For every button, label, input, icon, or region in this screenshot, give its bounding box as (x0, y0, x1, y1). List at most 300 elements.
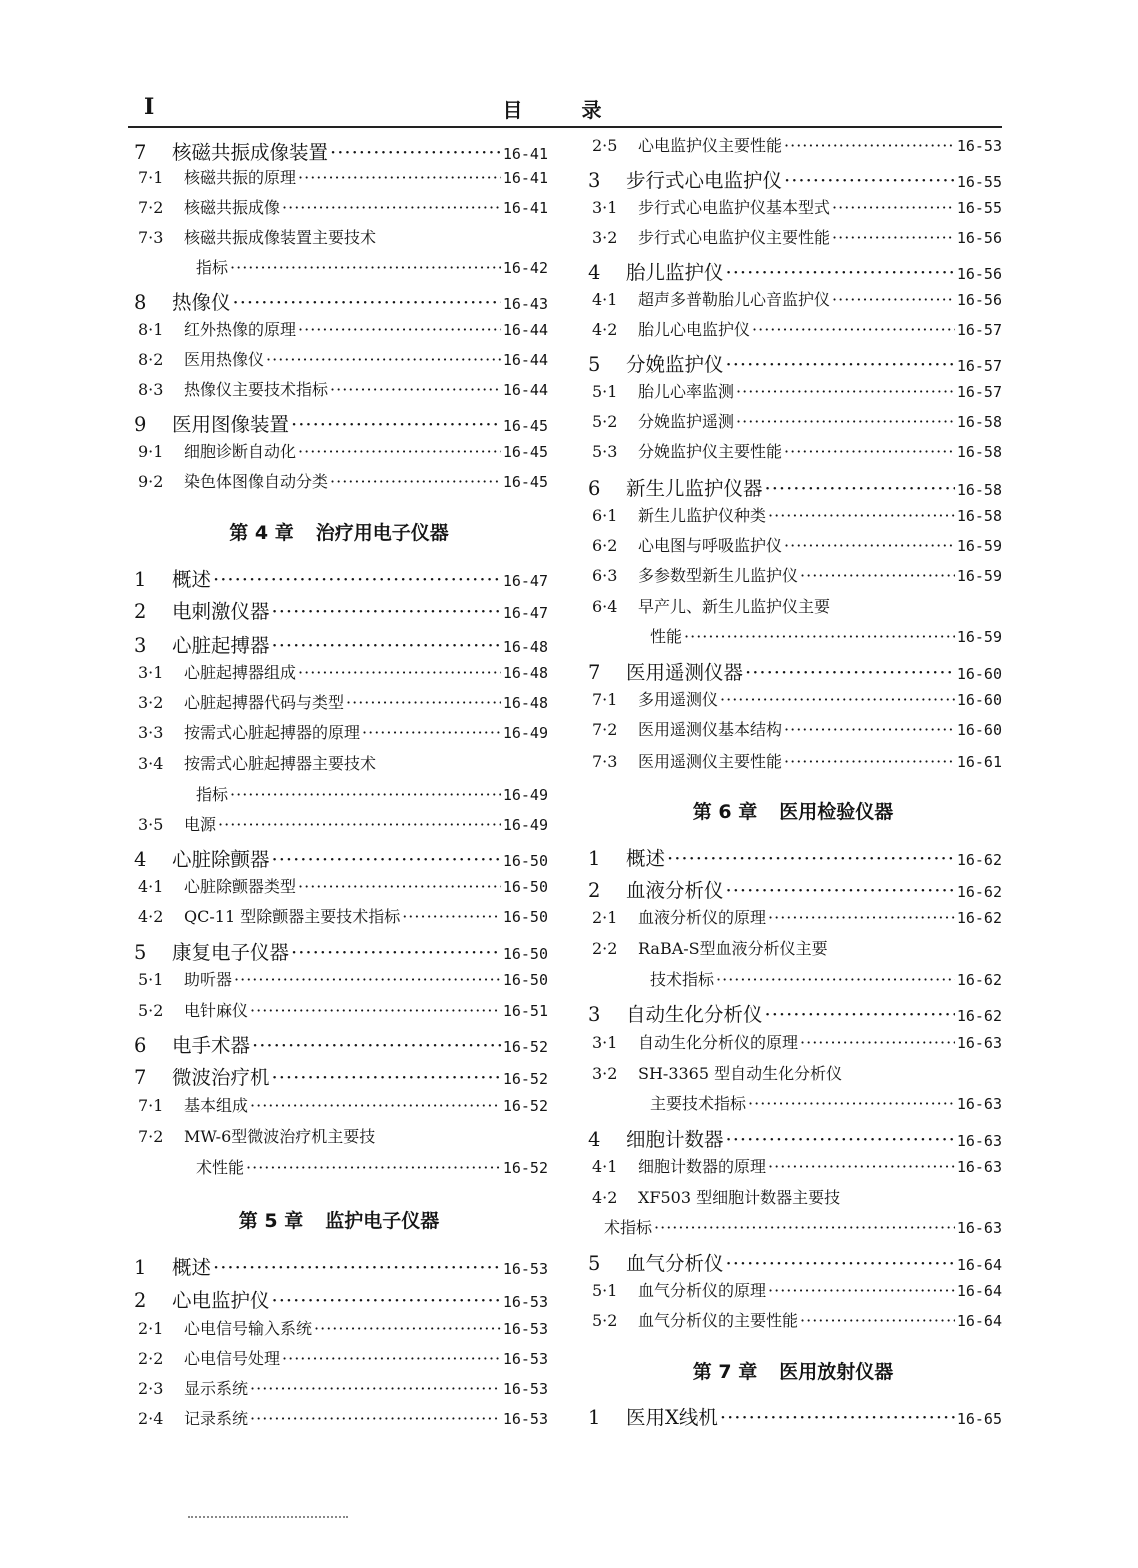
toc-section-entry[interactable] (588, 1248, 1002, 1276)
toc-subsection-entry[interactable] (592, 687, 1002, 710)
dot-leader (720, 690, 955, 709)
dot-leader (218, 815, 501, 834)
toc-subsection-entry[interactable] (592, 936, 1002, 959)
toc-number: 5·1 (592, 1281, 618, 1300)
toc-title: 按需式心脏起搏器主要技术 (184, 754, 377, 773)
toc-page-number: 16-51 (502, 1002, 548, 1020)
toc-number: 2·1 (138, 1319, 164, 1338)
dot-leader (716, 970, 955, 989)
toc-subsection-entry[interactable] (138, 377, 548, 400)
toc-section-entry[interactable] (134, 844, 548, 872)
dot-leader (291, 413, 501, 436)
dot-leader (800, 566, 955, 585)
toc-number: 1 (588, 1406, 601, 1429)
toc-page-number: 16-63 (956, 1158, 1002, 1176)
toc-number: 7·2 (138, 1127, 164, 1146)
toc-subsection-entry[interactable] (138, 1316, 548, 1339)
toc-title: 指标 (196, 258, 229, 277)
toc-number: 2·5 (592, 136, 618, 155)
toc-subsection-entry[interactable] (592, 1061, 1002, 1084)
dot-leader (298, 877, 501, 896)
toc-section-entry[interactable] (588, 165, 1002, 193)
toc-subsection-entry[interactable] (592, 563, 1002, 586)
toc-number: 6·4 (592, 597, 618, 616)
toc-title: 概述 (626, 847, 666, 870)
toc-page-number: 16-63 (956, 1219, 1002, 1237)
dot-leader (768, 908, 955, 927)
toc-title: 染色体图像自动分类 (184, 472, 329, 491)
toc-title: 性能 (650, 627, 683, 646)
toc-section-entry[interactable] (588, 473, 1002, 501)
toc-number: 4·1 (138, 877, 164, 896)
toc-number: 3 (588, 169, 601, 192)
toc-number: 7·3 (592, 752, 618, 771)
toc-number: 4 (134, 848, 147, 871)
toc-title: 医用图像装置 (172, 413, 290, 436)
dot-leader (784, 136, 955, 155)
toc-section-entry[interactable] (588, 1124, 1002, 1152)
dot-leader (726, 261, 955, 284)
toc-title: 医用遥测仪基本结构 (638, 720, 783, 739)
toc-page-number: 16-59 (956, 537, 1002, 555)
toc-title: RaBA-S型血液分析仪主要 (638, 939, 828, 958)
toc-title: 医用X线机 (626, 1406, 718, 1429)
toc-number: 5 (588, 353, 601, 376)
dot-leader (298, 663, 501, 682)
dot-leader (720, 1406, 955, 1429)
toc-page-number: 16-41 (502, 169, 548, 187)
toc-subsection-entry[interactable] (138, 317, 548, 340)
toc-section-entry[interactable] (134, 137, 548, 165)
toc-number: 4·2 (592, 1188, 618, 1207)
toc-section-entry[interactable] (134, 1285, 548, 1313)
toc-subsection-entry[interactable] (196, 1155, 548, 1178)
dot-leader (250, 1409, 501, 1428)
bottom-scan-mark (188, 1516, 348, 1518)
toc-title: 显示系统 (184, 1379, 249, 1398)
toc-title: 电手术器 (172, 1034, 251, 1057)
dot-leader (330, 472, 501, 491)
toc-page-number: 16-62 (956, 909, 1002, 927)
dot-leader (726, 1128, 955, 1151)
toc-subsection-entry[interactable] (138, 998, 548, 1021)
toc-number: 1 (134, 1256, 147, 1279)
toc-subsection-entry[interactable] (196, 782, 548, 805)
dot-leader (272, 600, 501, 623)
toc-title: 细胞计数器 (626, 1128, 724, 1151)
toc-subsection-entry[interactable] (592, 1308, 1002, 1331)
toc-page-number: 16-41 (502, 199, 548, 217)
toc-subsection-entry[interactable] (138, 1406, 548, 1429)
toc-subsection-entry[interactable] (138, 904, 548, 927)
toc-title: 核磁共振的原理 (184, 168, 297, 187)
toc-number: 6 (588, 477, 601, 500)
toc-number: 3 (134, 634, 147, 657)
toc-page-number: 16-53 (502, 1293, 548, 1311)
toc-title: 分娩监护遥测 (638, 412, 735, 431)
toc-page-number: 16-48 (502, 694, 548, 712)
toc-number: 6·1 (592, 506, 618, 525)
toc-title: 步行式心电监护仪 (626, 169, 783, 192)
chapter-title: 监护电子仪器 (325, 1210, 440, 1232)
dot-leader (684, 627, 955, 646)
toc-page-number: 16-48 (502, 664, 548, 682)
toc-title: 心脏除颤器 (172, 848, 270, 871)
running-title: 目 录 (502, 98, 628, 122)
page-header (130, 92, 1000, 122)
dot-leader (272, 848, 501, 871)
toc-subsection-entry[interactable] (592, 905, 1002, 928)
toc-title: 血液分析仪的原理 (638, 908, 767, 927)
toc-title: 多用遥测仪 (638, 690, 719, 709)
toc-number: 3·1 (592, 1033, 618, 1052)
dot-leader (246, 1158, 501, 1177)
toc-title: 自动生化分析仪的原理 (638, 1033, 799, 1052)
toc-number: 8·3 (138, 380, 164, 399)
toc-number: 4 (588, 261, 601, 284)
toc-number: 2·2 (592, 939, 618, 958)
toc-subsection-entry[interactable] (196, 255, 548, 278)
toc-number: 7·1 (138, 168, 164, 187)
dot-leader (272, 634, 501, 657)
toc-number: 9·2 (138, 472, 164, 491)
toc-number: 5·2 (138, 1001, 164, 1020)
toc-title: 心电监护仪 (172, 1289, 270, 1312)
toc-section-entry[interactable] (134, 564, 548, 592)
dot-leader (832, 198, 955, 217)
toc-page-number: 16-45 (502, 473, 548, 491)
toc-title: 核磁共振成像 (184, 198, 281, 217)
toc-number: 7 (134, 1066, 147, 1089)
toc-page-number: 16-53 (502, 1320, 548, 1338)
chapter-title: 医用检验仪器 (779, 801, 894, 823)
toc-page-number: 16-49 (502, 816, 548, 834)
toc-title: 术指标 (604, 1218, 653, 1237)
toc-title: 心脏除颤器类型 (184, 877, 297, 896)
dot-leader (800, 1033, 955, 1052)
toc-number: 5·1 (138, 970, 164, 989)
toc-title: 指标 (196, 785, 229, 804)
toc-title: 记录系统 (184, 1409, 249, 1428)
toc-page-number: 16-50 (502, 945, 548, 963)
toc-page-number: 16-63 (956, 1132, 1002, 1150)
toc-title: 新生儿监护仪种类 (638, 506, 767, 525)
chapter-label: 第 4 章 (229, 522, 294, 544)
toc-section-entry[interactable] (588, 875, 1002, 903)
toc-subsection-entry[interactable] (592, 717, 1002, 740)
toc-page-number: 16-65 (956, 1410, 1002, 1428)
dot-leader (784, 442, 955, 461)
chapter-title: 治疗用电子仪器 (315, 522, 449, 544)
toc-page-number: 16-52 (502, 1070, 548, 1088)
toc-title: 心脏起搏器组成 (184, 663, 297, 682)
toc-number: 8·2 (138, 350, 164, 369)
toc-number: 7·2 (138, 198, 164, 217)
toc-number: 4·2 (592, 320, 618, 339)
dot-leader (252, 1034, 501, 1057)
dot-leader (748, 1094, 955, 1113)
dot-leader (745, 661, 955, 684)
toc-page-number: 16-58 (956, 507, 1002, 525)
toc-subsection-entry[interactable] (138, 751, 548, 774)
toc-subsection-entry[interactable] (592, 1185, 1002, 1208)
dot-leader (230, 258, 501, 277)
toc-number: 4·1 (592, 1157, 618, 1176)
dot-leader (726, 353, 955, 376)
toc-page-number: 16-52 (502, 1097, 548, 1115)
toc-subsection-entry[interactable] (592, 749, 1002, 772)
toc-page-number: 16-63 (956, 1095, 1002, 1113)
dot-leader (330, 380, 501, 399)
toc-title: XF503 型细胞计数器主要技 (638, 1188, 841, 1207)
toc-title: 心脏起搏器 (172, 634, 270, 657)
toc-subsection-entry[interactable] (592, 1278, 1002, 1301)
dot-leader (784, 720, 955, 739)
dot-leader (768, 1281, 955, 1300)
toc-page-number: 16-50 (502, 852, 548, 870)
dot-leader (736, 412, 955, 431)
toc-title: 超声多普勒胎儿心音监护仪 (638, 290, 831, 309)
toc-title: 医用热像仪 (184, 350, 265, 369)
toc-number: 2·4 (138, 1409, 164, 1428)
toc-number: 7·1 (138, 1096, 164, 1115)
toc-title: 微波治疗机 (172, 1066, 270, 1089)
toc-page-number: 16-53 (502, 1260, 548, 1278)
toc-title: 热像仪 (172, 291, 231, 314)
dot-leader (768, 506, 955, 525)
toc-title: 细胞诊断自动化 (184, 442, 297, 461)
toc-page-number: 16-48 (502, 638, 548, 656)
toc-section-entry[interactable] (588, 843, 1002, 871)
toc-page-number: 16-60 (956, 721, 1002, 739)
toc-subsection-entry[interactable] (138, 1093, 548, 1116)
toc-title: 概述 (172, 568, 212, 591)
toc-section-entry[interactable] (588, 257, 1002, 285)
dot-leader (230, 785, 501, 804)
toc-number: 2·1 (592, 908, 618, 927)
toc-subsection-entry[interactable] (650, 624, 1002, 647)
toc-subsection-entry[interactable] (138, 690, 548, 713)
toc-page-number: 16-49 (502, 724, 548, 742)
toc-title: 心电信号输入系统 (184, 1319, 313, 1338)
toc-number: 3·1 (138, 663, 164, 682)
toc-subsection-entry[interactable] (592, 439, 1002, 462)
toc-subsection-entry[interactable] (592, 503, 1002, 526)
dot-leader (736, 382, 955, 401)
toc-subsection-entry[interactable] (592, 409, 1002, 432)
toc-subsection-entry[interactable] (650, 1091, 1002, 1114)
dot-leader (726, 879, 955, 902)
toc-title: 主要技术指标 (650, 1094, 747, 1113)
toc-section-entry[interactable] (588, 657, 1002, 685)
dot-leader (213, 568, 501, 591)
toc-title: 红外热像的原理 (184, 320, 297, 339)
toc-subsection-entry[interactable] (138, 347, 548, 370)
toc-title: 电刺激仪器 (172, 600, 270, 623)
toc-title: 心电监护仪主要性能 (638, 136, 783, 155)
toc-subsection-entry[interactable] (138, 1124, 548, 1147)
toc-subsection-entry[interactable] (604, 1215, 1002, 1238)
dot-leader (402, 907, 501, 926)
toc-number: 8 (134, 291, 147, 314)
toc-title: QC-11 型除颤器主要技术指标 (184, 907, 401, 926)
toc-page-number: 16-62 (956, 851, 1002, 869)
dot-leader (233, 291, 501, 314)
toc-number: 6 (134, 1034, 147, 1057)
toc-number: 1 (588, 847, 601, 870)
chapter-heading (584, 1357, 1002, 1384)
toc-page-number: 16-56 (956, 229, 1002, 247)
toc-title: 步行式心电监护仪基本型式 (638, 198, 831, 217)
toc-subsection-entry[interactable] (138, 225, 548, 248)
toc-page-number: 16-52 (502, 1038, 548, 1056)
toc-page-number: 16-62 (956, 1007, 1002, 1025)
toc-number: 2 (588, 879, 601, 902)
toc-page-number: 16-50 (502, 878, 548, 896)
toc-page-number: 16-63 (956, 1034, 1002, 1052)
toc-title: 分娩监护仪 (626, 353, 724, 376)
toc-title: MW-6型微波治疗机主要技 (184, 1127, 376, 1146)
toc-page-number: 16-60 (956, 665, 1002, 683)
toc-number: 2·2 (138, 1349, 164, 1368)
toc-page-number: 16-64 (956, 1312, 1002, 1330)
toc-section-entry[interactable] (134, 287, 548, 315)
toc-number: 3·2 (138, 693, 164, 712)
chapter-heading (584, 797, 1002, 824)
toc-subsection-entry[interactable] (138, 469, 548, 492)
toc-subsection-entry[interactable] (592, 195, 1002, 218)
toc-subsection-entry[interactable] (138, 812, 548, 835)
toc-page-number: 16-43 (502, 295, 548, 313)
toc-page-number: 16-53 (502, 1380, 548, 1398)
toc-subsection-entry[interactable] (650, 967, 1002, 990)
dot-leader (784, 536, 955, 555)
toc-number: 7 (134, 141, 147, 164)
dot-leader (266, 350, 501, 369)
toc-page-number: 16-45 (502, 443, 548, 461)
toc-subsection-entry[interactable] (592, 133, 1002, 156)
toc-section-entry[interactable] (588, 999, 1002, 1027)
toc-subsection-entry[interactable] (592, 1154, 1002, 1177)
toc-section-entry[interactable] (588, 349, 1002, 377)
dot-leader (213, 1256, 501, 1279)
toc-page-number: 16-59 (956, 628, 1002, 646)
toc-page-number: 16-64 (956, 1282, 1002, 1300)
dot-leader (330, 141, 501, 164)
dot-leader (282, 1349, 501, 1368)
toc-number: 2 (134, 1289, 147, 1312)
toc-number: 6·2 (592, 536, 618, 555)
toc-title: 电源 (184, 815, 217, 834)
dot-leader (272, 1289, 501, 1312)
toc-section-entry[interactable] (134, 596, 548, 624)
toc-title: 核磁共振成像装置 (172, 141, 329, 164)
toc-subsection-entry[interactable] (138, 967, 548, 990)
toc-section-entry[interactable] (134, 1252, 548, 1280)
toc-subsection-entry[interactable] (592, 379, 1002, 402)
toc-subsection-entry[interactable] (138, 439, 548, 462)
toc-subsection-entry[interactable] (138, 660, 548, 683)
toc-number: 6·3 (592, 566, 618, 585)
toc-page-number: 16-57 (956, 383, 1002, 401)
toc-section-entry[interactable] (588, 1402, 1002, 1430)
toc-page-number: 16-53 (502, 1350, 548, 1368)
toc-page-number: 16-47 (502, 572, 548, 590)
dot-leader (765, 1003, 955, 1026)
toc-subsection-entry[interactable] (138, 1376, 548, 1399)
toc-number: 9 (134, 413, 147, 436)
toc-title: 细胞计数器的原理 (638, 1157, 767, 1176)
toc-subsection-entry[interactable] (138, 720, 548, 743)
toc-page-number: 16-57 (956, 357, 1002, 375)
header-rule (128, 126, 1002, 128)
toc-subsection-entry[interactable] (592, 594, 1002, 617)
toc-title: 胎儿心电监护仪 (638, 320, 751, 339)
toc-section-entry[interactable] (134, 1030, 548, 1058)
dot-leader (800, 1311, 955, 1330)
toc-section-entry[interactable] (134, 630, 548, 658)
toc-number: 3·2 (592, 1064, 618, 1083)
dot-leader (784, 169, 955, 192)
toc-number: 3·1 (592, 198, 618, 217)
toc-number: 5·1 (592, 382, 618, 401)
toc-number: 5·2 (592, 1311, 618, 1330)
toc-number: 7·1 (592, 690, 618, 709)
toc-subsection-entry[interactable] (138, 165, 548, 188)
dot-leader (654, 1218, 955, 1237)
toc-page-number: 16-44 (502, 351, 548, 369)
toc-page-number: 16-49 (502, 786, 548, 804)
dot-leader (298, 320, 501, 339)
toc-subsection-entry[interactable] (138, 195, 548, 218)
toc-page-number: 16-41 (502, 145, 548, 163)
toc-subsection-entry[interactable] (592, 225, 1002, 248)
toc-page-number: 16-53 (502, 1410, 548, 1428)
toc-section-entry[interactable] (134, 409, 548, 437)
toc-number: 7 (588, 661, 601, 684)
dot-leader (346, 693, 501, 712)
toc-number: 9·1 (138, 442, 164, 461)
toc-title: 术性能 (196, 1158, 245, 1177)
toc-number: 8·1 (138, 320, 164, 339)
dot-leader (768, 1157, 955, 1176)
toc-title: 医用遥测仪器 (626, 661, 744, 684)
toc-page-number: 16-44 (502, 321, 548, 339)
toc-subsection-entry[interactable] (138, 1346, 548, 1369)
dot-leader (362, 723, 501, 742)
toc-subsection-entry[interactable] (138, 874, 548, 897)
toc-subsection-entry[interactable] (592, 317, 1002, 340)
dot-leader (282, 198, 501, 217)
dot-leader (832, 228, 955, 247)
toc-subsection-entry[interactable] (592, 1030, 1002, 1053)
toc-number: 3·4 (138, 754, 164, 773)
toc-subsection-entry[interactable] (592, 287, 1002, 310)
toc-number: 4 (588, 1128, 601, 1151)
toc-title: 按需式心脏起搏器的原理 (184, 723, 361, 742)
toc-subsection-entry[interactable] (592, 533, 1002, 556)
toc-title: 早产儿、新生儿监护仪主要 (638, 597, 831, 616)
toc-number: 5·2 (592, 412, 618, 431)
toc-page-number: 16-58 (956, 481, 1002, 499)
toc-title: 基本组成 (184, 1096, 249, 1115)
toc-section-entry[interactable] (134, 937, 548, 965)
dot-leader (298, 442, 501, 461)
toc-number: 5 (134, 941, 147, 964)
toc-section-entry[interactable] (134, 1062, 548, 1090)
toc-title: 技术指标 (650, 970, 715, 989)
toc-page-number: 16-45 (502, 417, 548, 435)
